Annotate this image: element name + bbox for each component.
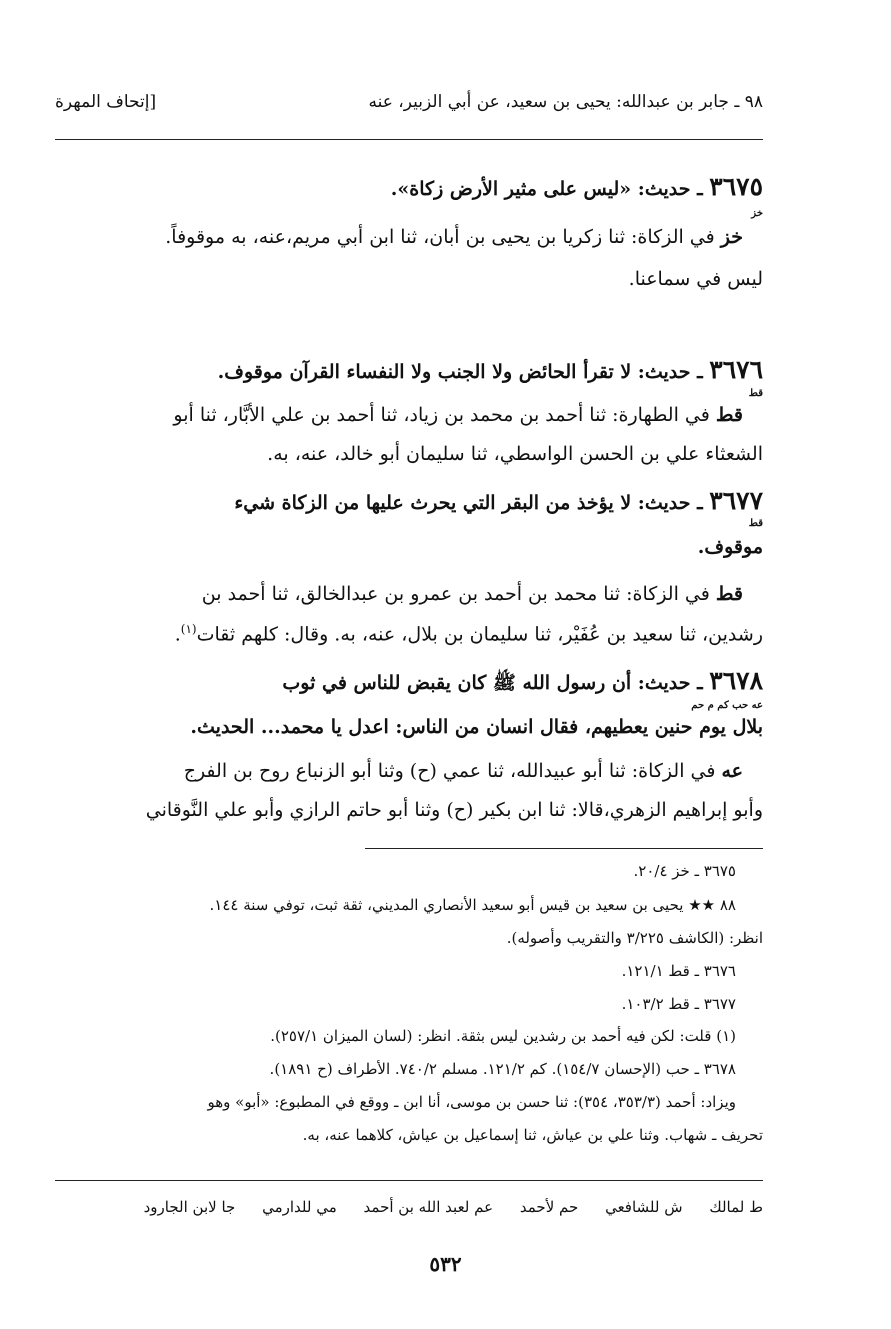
- abbreviation-item: ط لمالك: [709, 1198, 763, 1216]
- hadith-3677-title: [234, 486, 763, 515]
- hadith-text: لا يؤخذ من البقر التي يحرث عليها من الزكاة شيء: [234, 492, 632, 514]
- source-abbr: قط: [715, 404, 743, 426]
- footnote-line: انظر: (الكاشف ٣/٢٢٥ والتقريب وأصوله).: [506, 929, 763, 947]
- footnote-line: (١) قلت: لكن فيه أحمد بن رشدين ليس بثقة. انظر: (لسان الميزان ٢٥٧/١).: [270, 1027, 736, 1045]
- source-text: في الزكاة: ثنا زكريا بن يحيى بن أبان، ثنا ابن أبي مريم،عنه، به موقوفاً.: [165, 226, 721, 248]
- hadith-3677-source-line: [202, 583, 743, 605]
- abbreviation-item: جا لابن الجارود: [143, 1198, 236, 1216]
- hadith-3676-source-line: [173, 404, 743, 426]
- footnote-line: ٣٦٧٦ ـ قط ١٢١/١.: [621, 962, 736, 980]
- source-text: رشدين، ثنا سعيد بن عُفَيْر، ثنا سليمان بن بلال، عنه، به. وقال: كلهم ثقات: [196, 623, 763, 646]
- hadith-number: ٣٦٧٧: [709, 486, 763, 515]
- hadith-label: ـ حديث:: [631, 178, 710, 200]
- source-abbr: خز: [720, 226, 743, 248]
- hadith-3678-source-line: [184, 760, 743, 782]
- hadith-3675-title: [391, 172, 763, 201]
- footnote-marker[interactable]: (١): [180, 622, 197, 636]
- hadith-text: «ليس على مثير الأرض زكاة».: [390, 178, 632, 200]
- book-name: [إتحاف المهرة: [55, 92, 157, 112]
- footnote-rule: [365, 848, 763, 849]
- header-rule: [55, 139, 763, 140]
- hadith-number: ٣٦٧٦: [709, 355, 763, 384]
- hadith-3677-source-line-2: [175, 622, 763, 645]
- hadith-text: لا تقرأ الحائض ولا الجنب ولا النفساء القرآن موقوف.: [217, 361, 632, 383]
- hadith-3677-title-line-2: موقوف.: [697, 536, 763, 558]
- source-text-end: .: [174, 623, 181, 646]
- source-abbr: عه: [721, 760, 743, 782]
- source-siglum: عه حب كم م حم: [691, 700, 763, 711]
- abbreviation-item: حم لأحمد: [519, 1198, 579, 1216]
- running-title: ٩٨ ـ جابر بن عبدالله: يحيى بن سعيد، عن أبي الزبير، عنه: [368, 92, 763, 112]
- hadith-3678-title: [282, 666, 763, 699]
- source-abbr: قط: [715, 583, 743, 605]
- hadith-number: ٣٦٧٥: [709, 172, 763, 201]
- source-text: في الزكاة: ثنا محمد بن أحمد بن عمرو بن عبدالخالق، ثنا أحمد بن: [201, 583, 716, 605]
- hadith-label: ـ حديث:: [631, 361, 710, 383]
- abbreviation-item: مي للدارمي: [262, 1198, 337, 1216]
- page-number: ٥٣٢: [429, 1252, 462, 1276]
- source-text: في الطهارة: ثنا أحمد بن محمد بن زياد، ثنا أحمد بن علي الأبَّار، ثنا أبو: [173, 404, 716, 426]
- abbreviation-item: ش للشافعي: [605, 1198, 683, 1216]
- footnote-line: ٣٦٧٥ ـ خز ٢٠/٤.: [633, 862, 736, 880]
- hadith-3676-source-line-2: الشعثاء علي بن الحسن الواسطي، ثنا سليمان أبو خالد، عنه، به.: [267, 443, 763, 465]
- footnote-line: ٣٦٧٨ ـ حب (الإحسان ١٥٤/٧). كم ١٢١/٢. مسلم ٧٤٠/٢. الأطراف (ح ١٨٩١).: [269, 1060, 736, 1078]
- footnote-line: ٣٦٧٧ ـ قط ١٠٣/٢.: [621, 995, 736, 1013]
- footnote-line: تحريف ـ شهاب. وثنا علي بن عياش، ثنا إسماعيل بن عياش، كلاهما عنه، به.: [302, 1126, 763, 1144]
- hadith-number: ٣٦٧٨: [709, 666, 763, 695]
- source-text: في الزكاة: ثنا أبو عبيدالله، ثنا عمي (ح) وثنا أبو الزنباع روح بن الفرج: [183, 760, 722, 782]
- footnote-line: ويزاد: أحمد (٣٥٣/٣، ٣٥٤): ثنا حسن بن موسى، أنا ابن ـ ووقع في المطبوع: «أبو» وهو: [207, 1093, 736, 1111]
- hadith-3678-source-line-2: وأبو إبراهيم الزهري،قالا: ثنا ابن بكير (ح) وثنا أبو حاتم الرازي وأبو علي النَّوقاني: [145, 799, 763, 821]
- hadith-3676-title: [218, 355, 763, 384]
- hadith-3675-source-line: [165, 226, 743, 248]
- hadith-label: ـ حديث:: [631, 492, 710, 514]
- abbreviation-legend: [122, 1198, 763, 1216]
- hadith-3675-note: ليس في سماعنا.: [628, 268, 763, 290]
- hadith-label: ـ حديث:: [631, 672, 710, 694]
- legend-rule: [55, 1180, 763, 1181]
- abbreviation-item: عم لعبد الله بن أحمد: [363, 1198, 494, 1216]
- hadith-text: أن رسول الله ﷺ كان يقبض للناس في ثوب: [282, 672, 632, 694]
- source-siglum: قط: [748, 518, 763, 529]
- source-siglum: قط: [748, 388, 763, 399]
- footnote-line: ٨٨ ★★ يحيى بن سعيد بن قيس أبو سعيد الأنصاري المديني، ثقة ثبت، توفي سنة ١٤٤.: [209, 896, 736, 914]
- source-siglum: خز: [751, 208, 763, 219]
- hadith-3678-title-line-2: بلال يوم حنين يعطيهم، فقال انسان من الناس: اعدل يا محمد... الحديث.: [190, 716, 763, 738]
